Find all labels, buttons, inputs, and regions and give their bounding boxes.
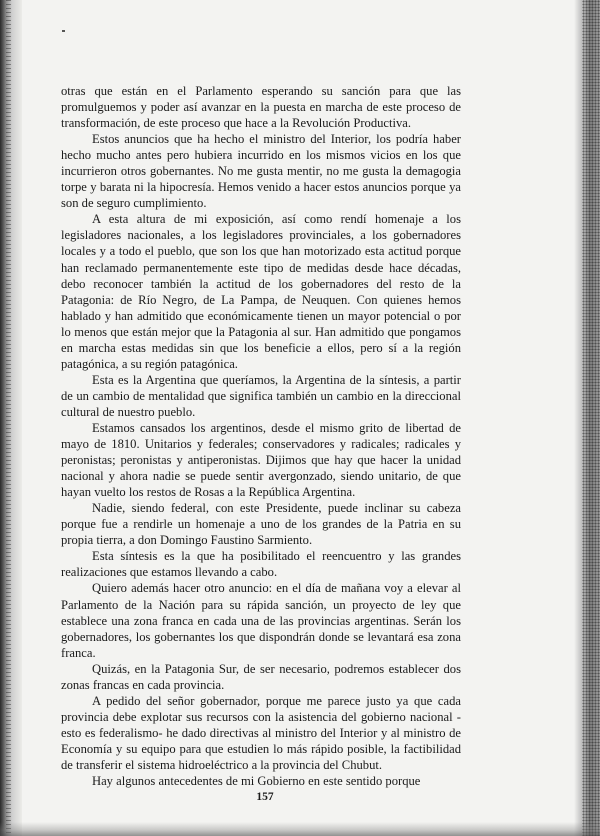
paragraph-2: Estos anuncios que ha hecho el ministro del Interior, los podría haber hecho mucho antes pero hubiera incurrido en los mismos vicios en los que incurrieron otros gobernantes. No me gusta mentir, no me gusta la demagogia torpe y barata ni la hipocresía. Hemos venido a hacer estos anuncios porque ya son de seguro cumplimiento.: [61, 132, 461, 211]
paragraph-6: Nadie, siendo federal, con este Presidente, puede inclinar su cabeza porque fue a rendirle un homenaje a uno de los grandes de la Patria en su propia tierra, a don Domingo Faustino Sarmiento.: [61, 501, 461, 548]
paragraph-9: Quizás, en la Patagonia Sur, de ser necesario, podremos establecer dos zonas francas en cada provincia.: [61, 661, 461, 692]
binding-shadow-texture: [6, 0, 11, 836]
paragraph-1: otras que están en el Parlamento esperando su sanción para que las promulguemos y poder así avanzar en la puesta en marcha de este proceso de transformación, de este proceso que hace a la Revolución Productiva.: [61, 84, 461, 131]
paragraph-7: Esta síntesis es la que ha posibilitado el reencuentro y las grandes realizaciones que estamos llevando a cabo.: [61, 549, 461, 580]
paragraph-4: Esta es la Argentina que queríamos, la Argentina de la síntesis, a partir de un cambio de mentalidad que significa también un cambio en la direccional cultural de nuestro pueblo.: [61, 372, 461, 419]
page-bottom-edge-shadow: [0, 822, 600, 836]
paragraph-3: A esta altura de mi exposición, así como rendí homenaje a los legisladores nacionales, a los legisladores provinciales, a los gobernadores locales y a todo el pueblo, que son los que han motorizado esta actitud porque han reclamado permanentemente este tipo de medidas desde hace décadas, debo reconocer también la actitud de los gobernadores del resto de la Patagonia: de Río Negro, de La Pampa, de Neuquen. Con quienes hemos hablado y han admitido que económicamente tienen un mayor potencial o por lo menos que están mejor que la Patagonia al sur. Han admitido que pongamos en marcha estas medidas sin que los beneficie a ellos, pero sí a la región patagónica, a su región patagónica.: [61, 212, 461, 371]
book-binding-edge: [0, 0, 22, 836]
page-right-edge-texture: [582, 0, 600, 836]
paragraph-11: Hay algunos antecedentes de mi Gobierno en este sentido porque: [92, 774, 421, 789]
paragraph-10: A pedido del señor gobernador, porque me parece justo ya que cada provincia debe explotar sus recursos con la asistencia del gobierno nacional - esto es federalismo- he dado directivas al ministro del Interior y al ministro de Economía y su equipo para que estudien lo más rápido posible, la factibilidad de transferir el sistema hidroeléctrico a la provincia del Chubut.: [61, 693, 461, 772]
paragraph-5: Estamos cansados los argentinos, desde el mismo grito de libertad de mayo de 1810. Unitarios y federales; conservadores y radicales; radicales y peronistas; peronistas y antiperonistas. Dijimos que hay que hacer la unidad nacional y ahora nadie se puede sentir avergonzado, siendo unitario, de que hayan vuelto los restos de Rosas a la República Argentina.: [61, 420, 461, 500]
scan-speck: [62, 30, 65, 32]
body-text: [61, 83, 461, 789]
page-number: 157: [256, 791, 274, 803]
paragraph-8: Quiero además hacer otro anuncio: en el día de mañana voy a elevar al Parlamento de la Nación para su rápida sanción, un proyecto de ley que establece una zona franca en cada una de las provincias argentinas. Serán los gobernadores, los gobernantes los que dispondrán donde se levantará esa zona franca.: [61, 581, 461, 660]
